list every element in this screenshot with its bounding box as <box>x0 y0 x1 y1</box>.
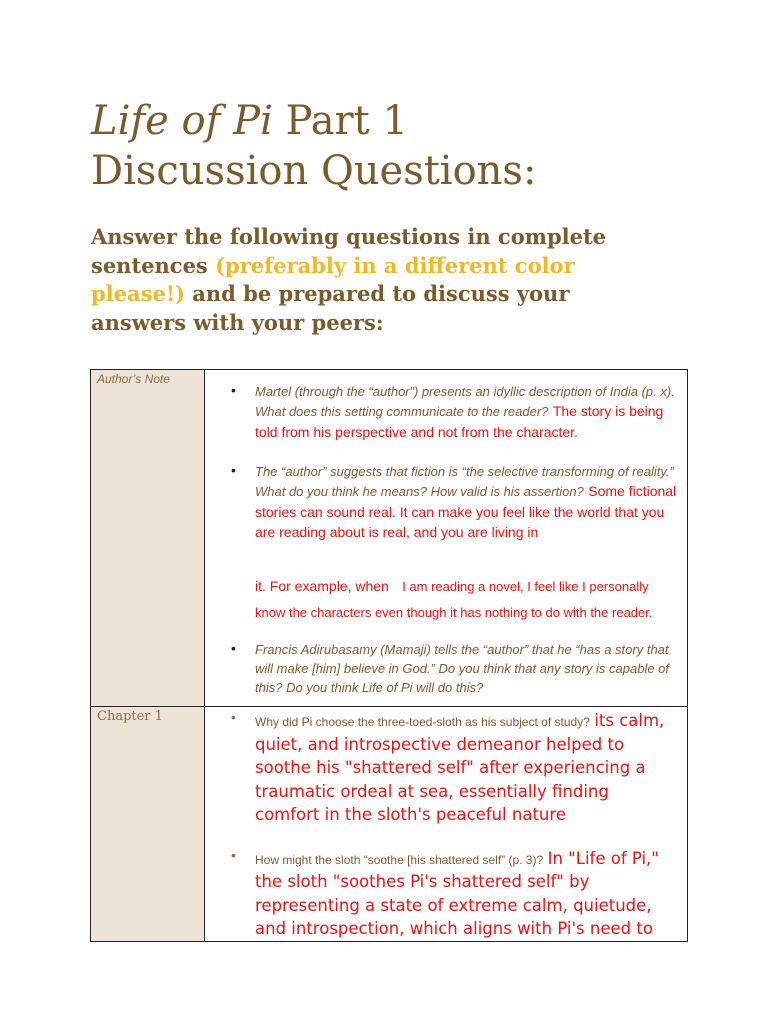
answer-text: Some fictional stories can sound real. It can make you feel like the world that you are reading about is real, and you are living in <box>255 483 677 540</box>
question-text: Francis Adirubasamy (Mamaji) tells the “author” that he “has a story that will make [him] believe in God.” Do you think that any story is capable of this? Do you think Life of Pi will do this? <box>255 641 670 695</box>
table-row-chapter-1 <box>91 707 688 942</box>
table-row-authors-note <box>91 370 688 707</box>
question-text: Why did Pi choose the three-toed-sloth as his subject of study? <box>255 715 590 729</box>
bullet-icon: • <box>231 462 236 478</box>
instructions-highlight: (preferably in a different color please!) <box>91 252 575 306</box>
section-questions-chapter-1 <box>205 707 688 942</box>
answer-continuation <box>255 574 677 626</box>
answer-text: its calm, quiet, and introspective demeanor helped to soothe his "shattered self" after experiencing a traumatic ordeal at sea, essentially finding comfort in the sloth's peaceful nature <box>255 711 665 824</box>
section-label-authors-note: Author’s Note <box>91 370 205 707</box>
bullet-icon: • <box>231 846 236 863</box>
instructions <box>91 223 651 337</box>
answer-text-cont2: I am reading a novel, I feel like I personally know the characters even though it has nothing to do with the reader. <box>255 578 653 620</box>
bullet-icon: • <box>231 382 236 398</box>
question-item <box>205 709 687 827</box>
question-text: The “author” suggests that fiction is “the selective transforming of reality.” What do you think he means? How valid is his assertion? <box>255 464 674 499</box>
document-title <box>91 96 731 196</box>
section-label-chapter-1: Chapter 1 <box>91 707 205 942</box>
title-line2: Discussion Questions: <box>91 148 537 194</box>
answer-text-cont: it. For example, when <box>255 577 389 594</box>
questions-table <box>90 369 688 942</box>
question-item <box>205 640 687 697</box>
answer-text: The story is being told from his perspective and not from the character. <box>255 403 664 440</box>
question-text: How might the sloth “soothe [his shattered self” (p. 3)? <box>255 852 544 867</box>
section-questions-authors-note <box>205 370 688 707</box>
question-item <box>205 382 687 442</box>
instructions-part2: and be prepared to discuss your answers with your peers: <box>91 281 570 335</box>
answer-text: In "Life of Pi," the sloth "soothes Pi's shattered self" by representing a state of extreme calm, quietude, and introspection, which aligns with Pi's need to <box>255 848 659 938</box>
bullet-icon: • <box>231 639 236 656</box>
instructions-part1: Answer the following questions in complete sentences <box>91 224 607 278</box>
bullet-icon: • <box>231 709 236 725</box>
question-text: Martel (through the “author”) presents an idyllic description of India (p. x). What does this setting communicate to the reader? <box>255 384 675 419</box>
question-item <box>205 847 687 941</box>
title-book-name: Life of Pi <box>91 98 273 144</box>
question-item <box>205 462 687 626</box>
title-part: Part 1 <box>272 98 408 144</box>
